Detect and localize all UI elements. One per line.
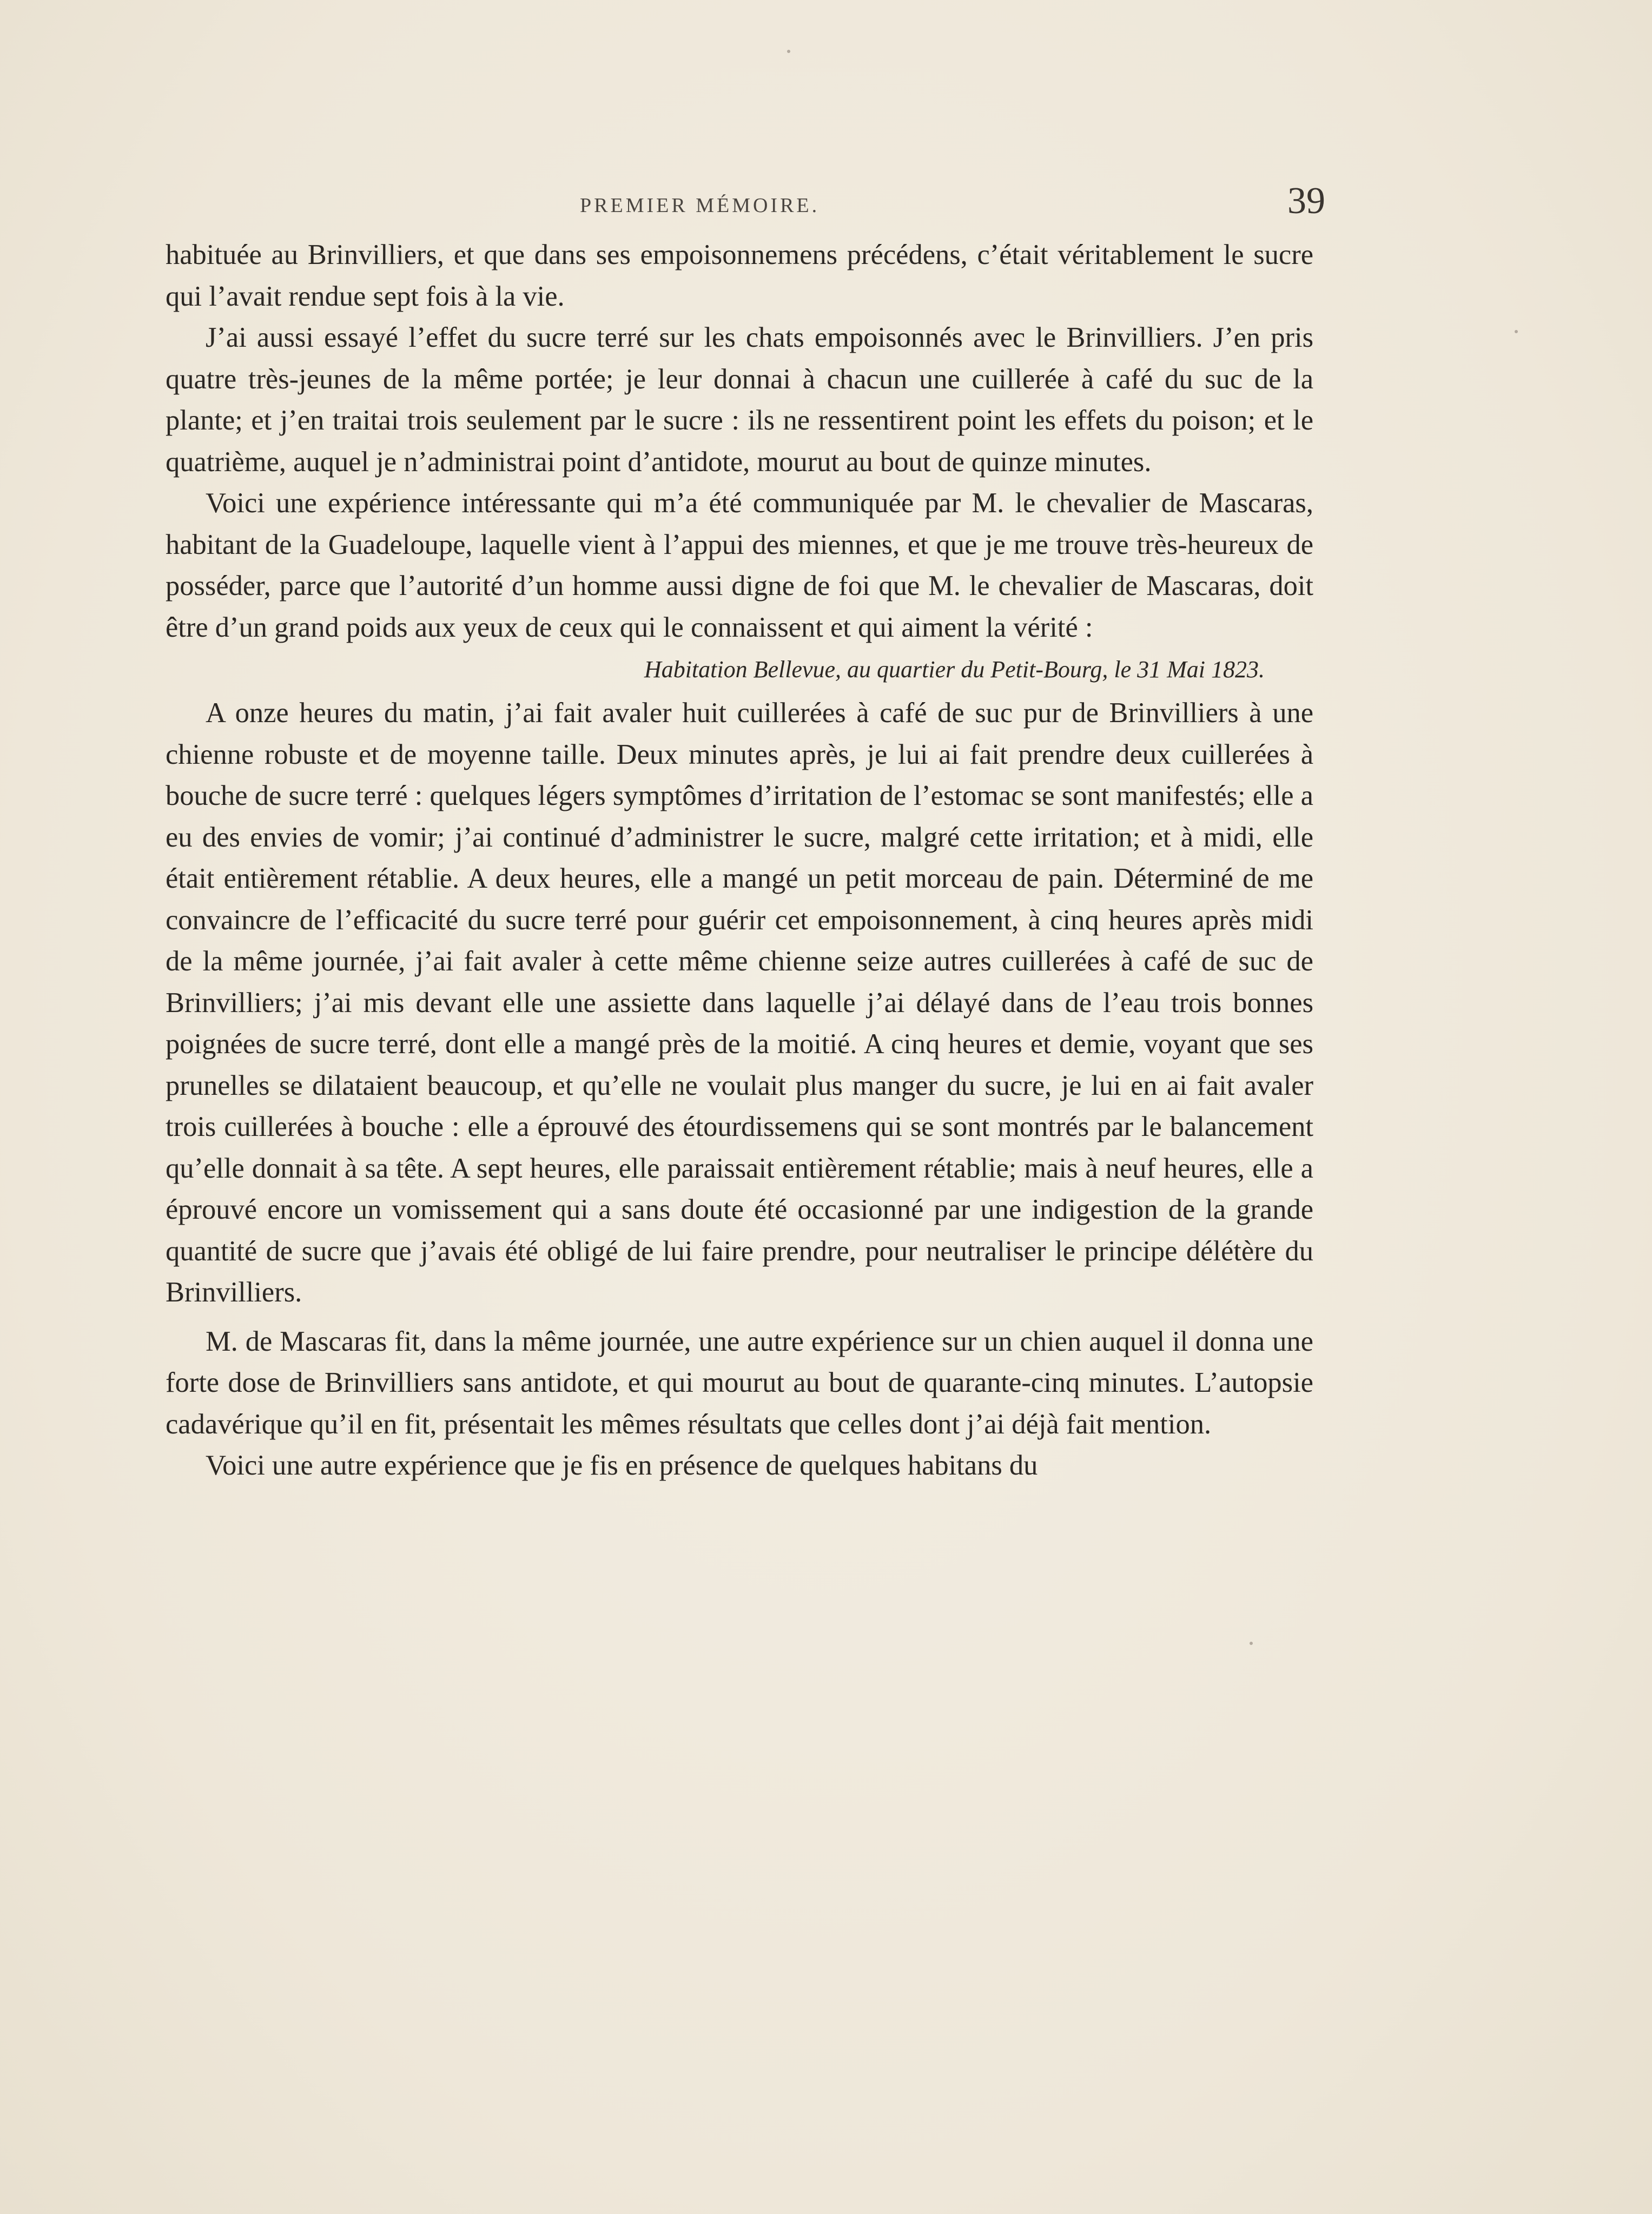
paragraph-second-dog: M. de Mascaras fit, dans la même journée, une autre expérience sur un chien auquel il donna une forte dose de Brinvilliers sans antidote, et qui mourut au bout de quarante-cinq minutes. L’autopsie cadavérique qu’il en fit, présentait les mêmes résultats que celles dont j’ai déjà fait mention. [166,1325,1313,1440]
page-header [541,180,1325,234]
paragraph-continuation: habituée au Brinvilliers, et que dans ses empoisonnemens précédens, c’était véritablement le sucre qui l’avait rendue sept fois à la vie. [166,239,1313,312]
paper-speck [787,50,790,53]
paragraph-mascaras-intro: Voici une expérience intéressante qui m’a été communiquée par M. le chevalier de Mascaras, habitant de la Guadeloupe, laquelle vient à l’appui des miennes, et que je me trouve très-heureux de posséder, parce que l’autorité d’un homme aussi digne de foi que M. le chevalier de Mascaras, doit être d’un grand poids aux yeux de ceux qui le connaissent et qui aiment la vérité : [166,487,1313,643]
paper-speck [1250,1642,1253,1645]
letter-dateline: Habitation Bellevue, au quartier du Petit-Bourg, le 31 Mai 1823. [644,656,1265,683]
page-number: 39 [1287,180,1325,222]
paragraph-cats-experiment: J’ai aussi essayé l’effet du sucre terré sur les chats empoisonnés avec le Brinvilliers. J’en pris quatre très-jeunes de la même portée; je leur donnai à chacun une cuillerée à café du suc de la plante; et j’en traitai trois seulement par le sucre : ils ne ressentirent point les effets du poison; et le quatrième, auquel je n’administrai point d’antidote, mourut au bout de quinze minutes. [166,322,1313,478]
running-head: PREMIER MÉMOIRE. [580,194,820,217]
paragraph-another-experiment: Voici une autre expérience que je fis en présence de quelques habitans du [206,1450,1038,1481]
paragraph-dog-experiment: A onze heures du matin, j’ai fait avaler huit cuillerées à café de suc pur de Brinvilliers à une chienne robuste et de moyenne taille. Deux minutes après, je lui ai fait prendre deux cuillerées à bouche de sucre terré : quelques légers symptômes d’irritation de l’estomac se sont manifestés; elle a eu des envies de vomir; j’ai continué d’administrer le sucre, malgré cette irritation; et à midi, elle était entièrement rétablie. A deux heures, elle a mangé un petit morceau de pain. Déterminé de me convaincre de l’efficacité du sucre terré pour guérir cet empoisonnement, à cinq heures après midi de la même journée, j’ai fait avaler à cette même chienne seize autres cuillerées à café de suc de Brinvilliers; j’ai mis devant elle une assiette dans laquelle j’ai délayé dans de l’eau trois bonnes poignées de sucre terré, dont elle a mangé près de la moitié. A cinq heures et demie, voyant que ses prunelles se dilataient beaucoup, et qu’elle ne voulait plus manger du sucre, je lui en ai fait avaler trois cuillerées à bouche : elle a éprouvé des étourdissemens qui se sont montrés par le balancement qu’elle donnait à sa tête. A sept heures, elle paraissait entièrement rétablie; mais à neuf heures, elle a éprouvé encore un vomissement qui a sans doute été occasionné par une indigestion de la grande quantité de sucre que j’avais été obligé de lui faire prendre, pour neutraliser le principe délétère du Brinvilliers. [166,697,1313,1308]
paper-speck [1515,330,1518,333]
body-text [166,234,1313,1486]
